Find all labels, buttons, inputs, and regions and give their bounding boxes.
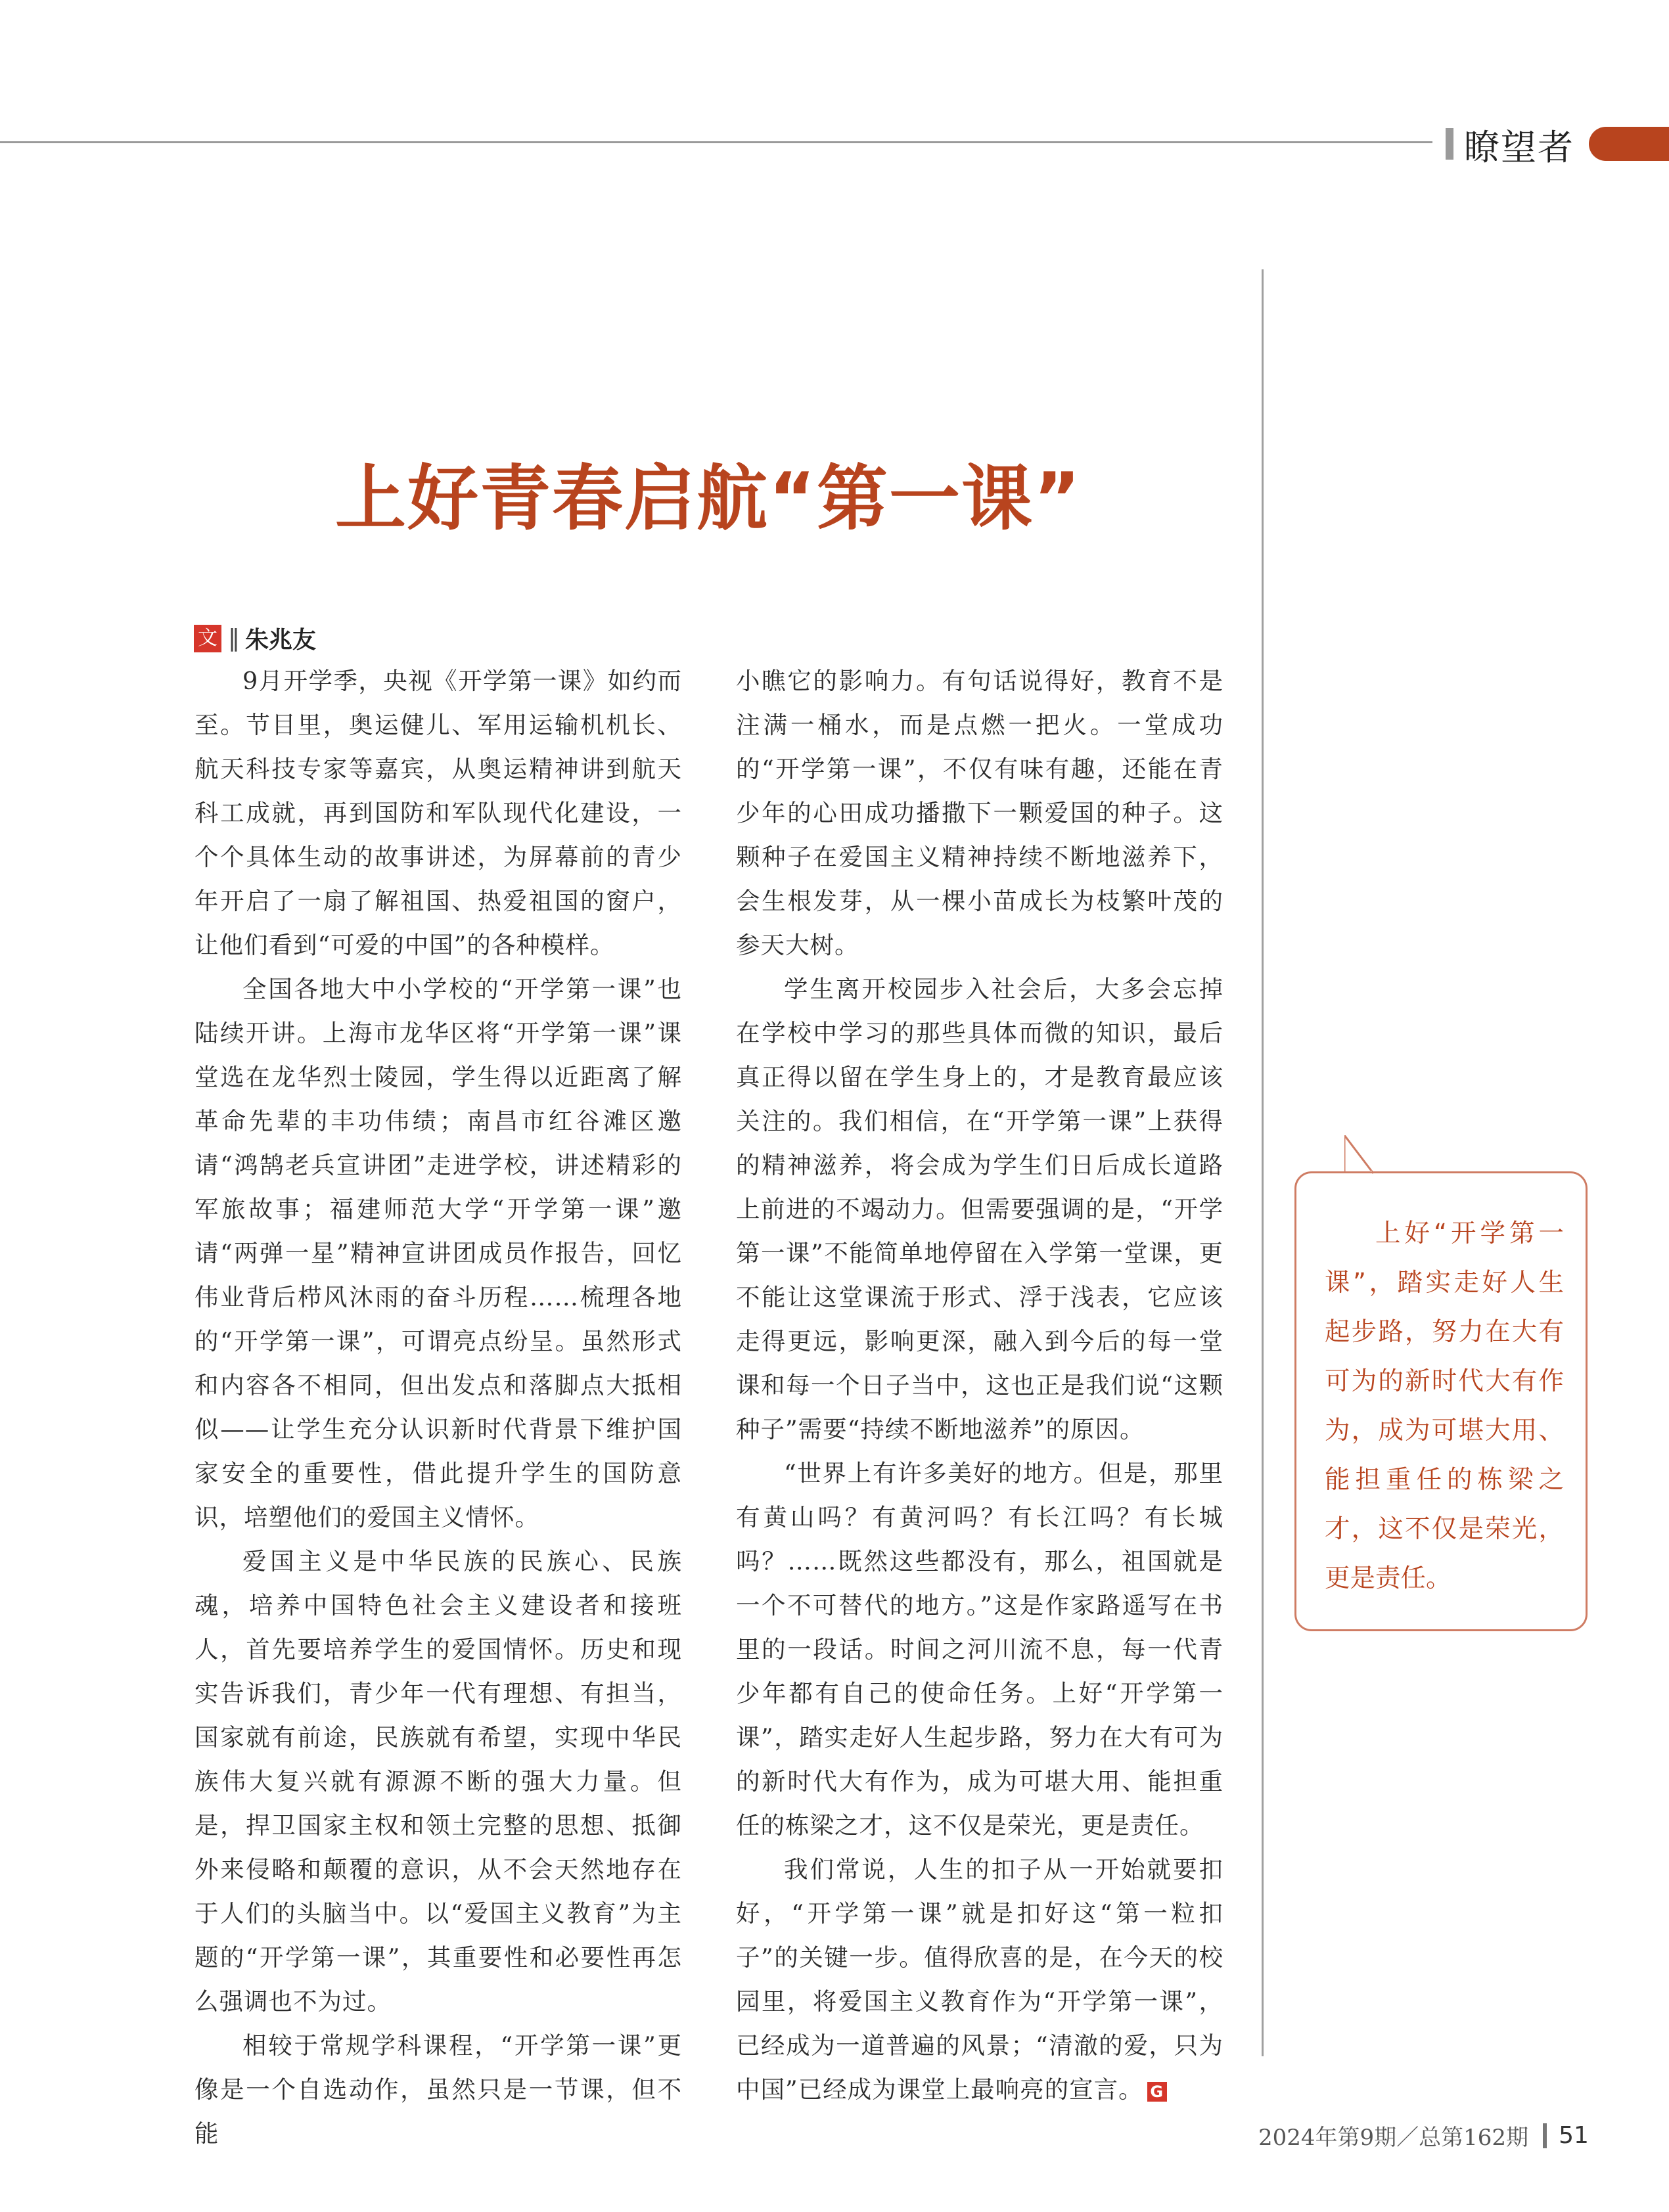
header-divider-bar: [1446, 128, 1453, 160]
paragraph: 9月开学季，央视《开学第一课》如约而至。节目里，奥运健儿、军用运输机机长、航天科技专家等嘉宾，从奥运精神讲到航天科工成就，再到国防和军队现代化建设，一个个具体生动的故事讲述，为屏幕前的青少年开启了一扇了解祖国、热爱祖国的窗户，让他们看到“可爱的中国”的各种模样。: [194, 667, 682, 959]
header-rule: [0, 141, 1432, 143]
body-column-left: [194, 659, 682, 2156]
end-mark-icon: G: [1147, 2082, 1167, 2102]
byline-separator: ‖: [228, 625, 240, 652]
footer-divider: [1543, 2123, 1547, 2148]
author-name: 朱兆友: [245, 627, 317, 654]
paragraph: 全国各地大中小学校的“开学第一课”也陆续开讲。上海市龙华区将“开学第一课”课堂选在龙华烈士陵园，学生得以近距离了解革命先辈的丰功伟绩；南昌市红谷滩区邀请“鸿鹄老兵宣讲团”走进学校，讲述精彩的军旅故事；福建师范大学“开学第一课”邀请“两弹一星”精神宣讲团成员作报告，回忆伟业背后栉风沐雨的奋斗历程……梳理各地的“开学第一课”，可谓亮点纷呈。虽然形式和内容各不相同，但出发点和落脚点大抵相似——让学生充分认识新时代背景下维护国家安全的重要性，借此提升学生的国防意识，培塑他们的爱国主义情怀。: [194, 975, 682, 1531]
pullquote-text: [1325, 1209, 1564, 1603]
page-number: 51: [1559, 2122, 1589, 2149]
column-divider: [1262, 269, 1264, 2056]
byline-mark: 文: [194, 625, 221, 652]
paragraph: 学生离开校园步入社会后，大多会忘掉在学校中学习的那些具体而微的知识，最后真正得以留在学生身上的，才是教育最应该关注的。我们相信，在“开学第一课”上获得的精神滋养，将会成为学生们日后成长道路上前进的不竭动力。但需要强调的是，“开学第一课”不能简单地停留在入学第一堂课，更不能让这堂课流于形式、浮于浅表，它应该走得更远，影响更深，融入到今后的每一堂课和每一个日子当中，这也正是我们说“这颗种子”需要“持续不断地滋养”的原因。: [736, 975, 1223, 1443]
body-column-right: [736, 659, 1223, 2111]
paragraph: 相较于常规学科课程，“开学第一课”更像是一个自选动作，虽然只是一节课，但不能: [194, 2031, 682, 2148]
byline: [194, 621, 316, 655]
paragraph: 爱国主义是中华民族的民族心、民族魂，培养中国特色社会主义建设者和接班人，首先要培养学生的爱国情怀。历史和现实告诉我们，青少年一代有理想、有担当，国家就有前途，民族就有希望，实现中华民族伟大复兴就有源源不断的强大力量。但是，捍卫国家主权和领土完整的思想、抵御外来侵略和颠覆的意识，从不会天然地存在于人们的头脑当中。以“爱国主义教育”为主题的“开学第一课”，其重要性和必要性再怎么强调也不为过。: [194, 1547, 682, 2016]
paragraph-continuation: 小瞧它的影响力。有句话说得好，教育不是注满一桶水，而是点燃一把火。一堂成功的“开学第一课”，不仅有味有趣，还能在青少年的心田成功播撒下一颗爱国的种子。这颗种子在爱国主义精神持续不断地滋养下，会生根发芽，从一棵小苗成长为枝繁叶茂的参天大树。: [736, 667, 1223, 959]
paragraph-text: 我们常说，人生的扣子从一开始就要扣好，“开学第一课”就是扣好这“第一粒扣子”的关键一步。值得欣喜的是，在今天的校园里，将爱国主义教育作为“开学第一课”，已经成为一道普遍的风景；“清澈的爱，只为中国”已经成为课堂上最响亮的宣言。: [736, 1855, 1223, 2104]
article-title: 上好青春启航“第一课”: [335, 458, 1082, 541]
section-name: 瞭望者: [1464, 127, 1574, 168]
pullquote-body: 上好“开学第一课”，踏实走好人生起步路，努力在大有可为的新时代大有作为，成为可堪大用、能担重任的栋梁之才，这不仅是荣光，更是责任。: [1325, 1219, 1564, 1593]
issue-info: 2024年第9期／总第162期: [1258, 2125, 1529, 2151]
header-accent-tab: [1589, 127, 1669, 161]
page-footer: [1258, 2119, 1589, 2152]
paragraph-last: [736, 1847, 1223, 2111]
paragraph: “世界上有许多美好的地方。但是，那里有黄山吗？有黄河吗？有长江吗？有长城吗？……既然这些都没有，那么，祖国就是一个不可替代的地方。”这是作家路遥写在书里的一段话。时间之河川流不息，每一代青少年都有自己的使命任务。上好“开学第一课”，踏实走好人生起步路，努力在大有可为的新时代大有作为，成为可堪大用、能担重任的栋梁之才，这不仅是荣光，更是责任。: [736, 1459, 1223, 1840]
